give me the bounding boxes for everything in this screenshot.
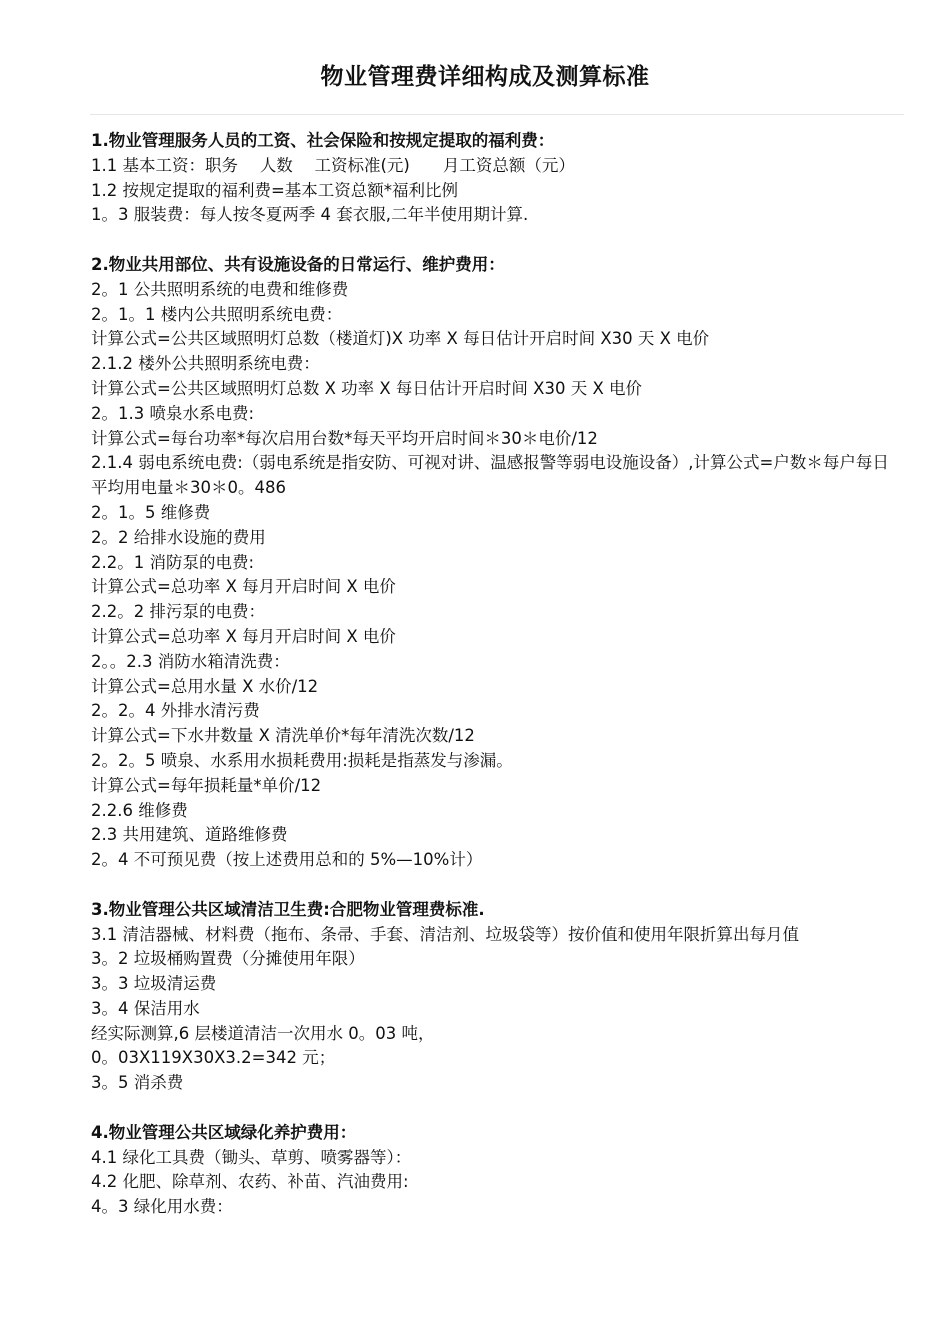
section-heading: 3.物业管理公共区域清洁卫生费:合肥物业管理费标准. xyxy=(91,899,485,919)
body-line: 1.1 基本工资：职务 人数 工资标准(元) 月工资总额（元） xyxy=(91,155,575,175)
body-line: 4。3 绿化用水费： xyxy=(91,1197,233,1217)
body-line: 2。1。1 楼内公共照明系统电费： xyxy=(91,304,343,324)
section-spacer xyxy=(91,1096,903,1121)
body-line: 计算公式=每台功率*每次启用台数*每天平均开启时间＊30＊电价/12 xyxy=(91,428,598,448)
title-divider xyxy=(90,114,904,115)
body-line: 2。1 公共照明系统的电费和维修费 xyxy=(91,279,349,299)
body-line: 计算公式=公共区域照明灯总数（楼道灯)X 功率 X 每日估计开启时间 X30 天 X 电价 xyxy=(91,329,710,349)
body-line: 2.1.2 楼外公共照明系统电费： xyxy=(91,354,320,374)
section-heading: 2.物业共用部位、共有设施设备的日常运行、维护费用： xyxy=(91,254,505,274)
body-line: 3.1 清洁器械、材料费（拖布、条帚、手套、清洁剂、垃圾袋等）按价值和使用年限折算出每月值 xyxy=(91,924,799,944)
body-line: 2.1.4 弱电系统电费:（弱电系统是指安防、可视对讲、温感报警等弱电设施设备）,计算公式=户数＊每户每日平均用电量＊30＊0。486 xyxy=(91,453,889,498)
document-body xyxy=(91,129,903,1220)
body-line: 4.1 绿化工具费（锄头、草剪、喷雾器等）： xyxy=(91,1147,412,1167)
body-line: 2.3 共用建筑、道路维修费 xyxy=(91,825,288,845)
section-heading: 1.物业管理服务人员的工资、社会保险和按规定提取的福利费： xyxy=(91,131,555,150)
body-line: 2。1。5 维修费 xyxy=(91,502,211,522)
body-line: 3。3 垃圾清运费 xyxy=(91,974,217,994)
body-line: 3。5 消杀费 xyxy=(91,1073,184,1093)
section-spacer xyxy=(91,228,903,253)
body-line: 计算公式=每年损耗量*单价/12 xyxy=(91,775,322,795)
body-line: 4.2 化肥、除草剂、农药、补苗、汽油费用: xyxy=(91,1172,409,1192)
document-title: 物业管理费详细构成及测算标准 xyxy=(320,64,650,90)
body-line: 0。03X119X30X3.2=342 元； xyxy=(91,1048,336,1068)
body-line: 2。2。4 外排水清污费 xyxy=(91,701,260,721)
body-line: 计算公式=总功率 X 每月开启时间 X 电价 xyxy=(91,577,396,597)
body-line: 3。2 垃圾桶购置费（分摊使用年限） xyxy=(91,949,365,969)
body-line: 2。。2.3 消防水箱清洗费： xyxy=(91,651,290,671)
body-line: 计算公式=公共区域照明灯总数 X 功率 X 每日估计开启时间 X30 天 X 电价 xyxy=(91,378,642,398)
body-line: 1。3 服装费：每人按冬夏两季 4 套衣服,二年半使用期计算. xyxy=(91,205,529,225)
body-line: 2。4 不可预见费（按上述费用总和的 5%—10%计） xyxy=(91,850,483,870)
section-spacer xyxy=(91,873,903,898)
body-line: 2。1.3 喷泉水系电费: xyxy=(91,403,255,423)
body-line: 3。4 保洁用水 xyxy=(91,998,200,1018)
section-heading: 4.物业管理公共区域绿化养护费用： xyxy=(91,1122,357,1142)
body-line: 2.2。1 消防泵的电费: xyxy=(91,552,255,572)
body-line: 2。2。5 喷泉、水系用水损耗费用:损耗是指蒸发与渗漏。 xyxy=(91,750,513,770)
body-line: 1.2 按规定提取的福利费=基本工资总额*福利比例 xyxy=(91,180,459,200)
body-line: 2.2。2 排污泵的电费： xyxy=(91,602,265,622)
body-line: 计算公式=总功率 X 每月开启时间 X 电价 xyxy=(91,626,396,646)
body-line: 2.2.6 维修费 xyxy=(91,800,188,820)
body-line: 2。2 给排水设施的费用 xyxy=(91,527,266,547)
body-line: 经实际测算,6 层楼道清洁一次用水 0。03 吨， xyxy=(91,1023,435,1043)
body-line: 计算公式=下水井数量 X 清洗单价*每年清洗次数/12 xyxy=(91,726,475,746)
body-line: 计算公式=总用水量 X 水价/12 xyxy=(91,676,319,696)
